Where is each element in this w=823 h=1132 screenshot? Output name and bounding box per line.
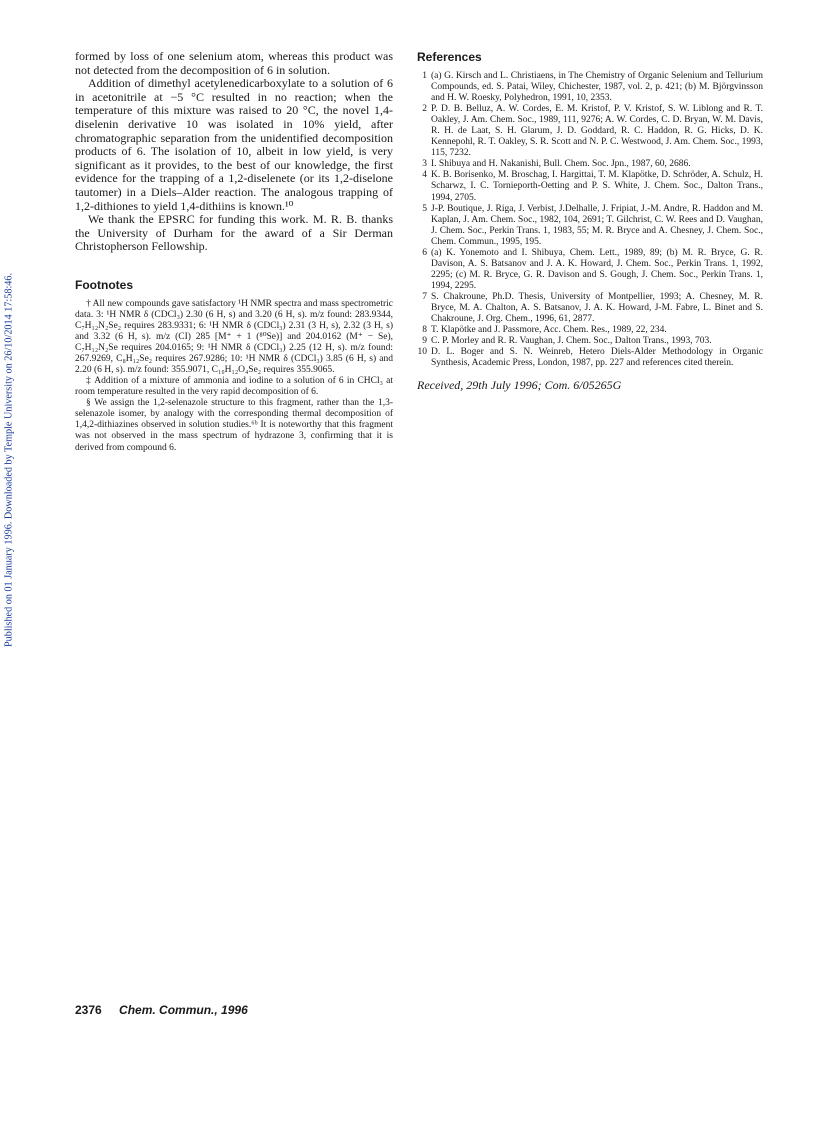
- footnote-section: § We assign the 1,2-selenazole structure to this fragment, rather than the 1,3-selenazole isomer, by analogy with the corresponding thermal decomposition of 1,4,2-dithiazines observed in solution studies.⁶ᵇ It is noteworthy that this fragment was not observed in the mass spectrum of hydrazone 3, confirming that it is derived from compound 6.: [75, 398, 393, 453]
- reference-item: [417, 170, 763, 203]
- reference-list: [417, 71, 763, 369]
- body-paragraph-1: formed by loss of one selenium atom, whereas this product was not detected from the decomposition of 6 in solution.: [75, 49, 393, 77]
- reference-text: (a) K. Yonemoto and I. Shibuya, Chem. Lett., 1989, 89; (b) M. R. Bryce, G. R. Davison, A. S. Batsanov and J. A. K. Howard, J. Chem. Soc., Perkin Trans. 1, 1992, 2295; (c) M. R. Bryce, G. R. Davison and S. Gough, J. Chem. Soc., Perkin Trans. 1, 1994, 2295.: [431, 247, 763, 291]
- reference-item: [417, 248, 763, 292]
- reference-text: P. D. B. Belluz, A. W. Cordes, E. M. Kristof, P. V. Kristof, S. W. Liblong and R. T. Oakley, J. Am. Chem. Soc., 1989, 111, 9276; A. W. Cordes, C. D. Bryan, W. M. Davis, R. H. de Laat, S. H. Glarum, J. D. Goddard, R. C. Haddon, R. G. Hicks, D. K. Kennepohl, R. T. Oakley, S. R. Scott and N. P. C. Westwood, J. Am. Chem. Soc., 1993, 115, 7232.: [431, 104, 763, 159]
- reference-text: K. B. Borisenko, M. Broschag, I. Hargittai, T. M. Klapötke, D. Schröder, A. Schulz, H. Scharwz, I. C. Tornieporth-Oetting and P. S. White, J. Chem. Soc., Dalton Trans., 1994, 2705.: [431, 170, 763, 203]
- reference-number: 10: [417, 347, 427, 358]
- reference-text: I. Shibuya and H. Nakanishi, Bull. Chem. Soc. Jpn., 1987, 60, 2686.: [431, 159, 691, 170]
- side-note-text: Published on 01 January 1996. Downloaded by Temple University on 26/10/2014 17:58:46.: [3, 272, 15, 648]
- footnote-double-dagger: ‡ Addition of a mixture of ammonia and iodine to a solution of 6 in CHCl₃ at room temperature resulted in the very rapid decomposition of 6.: [75, 376, 393, 398]
- reference-item: [417, 71, 763, 104]
- reference-number: 9: [422, 336, 427, 347]
- reference-number: 7: [422, 291, 427, 302]
- reference-item: [417, 347, 763, 369]
- reference-item: [417, 292, 763, 325]
- reference-number: 6: [422, 247, 427, 258]
- publication-side-note: [2, 255, 16, 665]
- reference-item: [417, 159, 763, 170]
- reference-number: 3: [422, 159, 427, 170]
- reference-text: T. Klapötke and J. Passmore, Acc. Chem. Res., 1989, 22, 234.: [431, 325, 667, 336]
- right-column: [417, 50, 763, 405]
- page-number: 2376: [75, 1003, 102, 1017]
- body-paragraph-3: We thank the EPSRC for funding this work. M. R. B. thanks the University of Durham for the award of a Sir Derman Christopherson Fellowship.: [75, 212, 393, 254]
- reference-number: 8: [422, 325, 427, 336]
- body-paragraph-2: Addition of dimethyl acetylenedicarboxylate to a solution of 6 in acetonitrile at −5 °C resulted in no reaction; when the temperature of this mixture was raised to 20 °C, the novel 1,4-diselenin derivative 10 was isolated in 10% yield, after chromatographic separation from the unidentified decomposition products of 6. The isolation of 10, albeit in low yield, is very significant as it provides, to the best of our knowledge, the first evidence for the trapping of a 1,2-diselenete (or its 1,2-diselone tautomer) in a Diels–Alder reaction. The analogous trapping of 1,2-dithiones to yield 1,4-dithiins is known.¹⁰: [75, 76, 393, 213]
- reference-text: C. P. Morley and R. R. Vaughan, J. Chem. Soc., Dalton Trans., 1993, 703.: [431, 336, 712, 347]
- journal-name: Chem. Commun., 1996: [119, 1003, 248, 1017]
- reference-text: S. Chakroune, Ph.D. Thesis, University of Montpellier, 1993; A. Chesney, M. R. Bryce, M. A. Chalton, A. S. Batsanov, J. A. K. Howard, J-M. Fabre, L. Binet and S. Chakroune, J. Org. Chem., 1996, 61, 2877.: [431, 291, 763, 325]
- reference-text: J-P. Boutique, J. Riga, J. Verbist, J.Delhalle, J. Fripiat, J.-M. Andre, R. Haddon and M. Kaplan, J. Am. Chem. Soc., 1982, 104, 2691; T. Gilchrist, C. W. Rees and D. Vaughan, J. Chem. Soc., Perkin Trans. 1, 1983, 55; M. R. Bryce and A. Chesney, J. Chem. Soc., Chem. Commun., 1995, 195.: [431, 203, 763, 247]
- reference-number: 1: [422, 71, 427, 81]
- received-line: Received, 29th July 1996; Com. 6/05265G: [417, 378, 622, 393]
- reference-item: [417, 204, 763, 248]
- reference-number: 4: [422, 170, 427, 181]
- references-heading: References: [417, 50, 482, 64]
- reference-text: D. L. Boger and S. N. Weinreb, Hetero Diels-Alder Methodology in Organic Synthesis, Academic Press, London, 1987, pp. 227 and references cited therein.: [431, 347, 763, 369]
- reference-item: [417, 325, 763, 336]
- reference-number: 2: [422, 104, 427, 115]
- reference-text: (a) G. Kirsch and L. Christiaens, in The Chemistry of Organic Selenium and Tellurium Compounds, ed. S. Patai, Wiley, Chichester, 1987, vol. 2, p. 421; (b) M. Björgvinsson and H. W. Roesky, Polyhedron, 1991, 10, 2353.: [431, 71, 763, 104]
- left-column: [75, 50, 393, 454]
- footnotes-heading: Footnotes: [75, 277, 133, 292]
- footnote-dagger: † All new compounds gave satisfactory ¹H NMR spectra and mass spectrometric data. 3: ¹H NMR δ (CDCl₃) 2.30 (6 H, s) and 3.20 (6 H, s). m/z found: 283.9344, C₇H₁₂N₂Se₂ requires 283.9331; 6: ¹H NMR δ (CDCl₃) 2.31 (3 H, s), 2.32 (3 H, s) and 3.32 (6 H, s). m/z (CI) 285 [M⁺ + 1 (⁸⁰Se)] and 204.0162 (M⁺ − Se), C₇H₁₂N₂Se requires 204.0165; 9: ¹H NMR δ (CDCl₃) 2.25 (12 H, s). m/z found: 267.9269, C₈H₁₂Se₂ requires 267.9286; 10: ¹H NMR δ (CDCl₃) 3.85 (6 H, s) and 2.20 (6 H, s). m/z found: 355.9071, C₁₀H₁₂O₄Se₂ requires 355.9065.: [75, 298, 393, 376]
- reference-item: [417, 336, 763, 347]
- page-footer: [75, 1003, 248, 1017]
- reference-number: 5: [422, 203, 427, 214]
- reference-item: [417, 104, 763, 159]
